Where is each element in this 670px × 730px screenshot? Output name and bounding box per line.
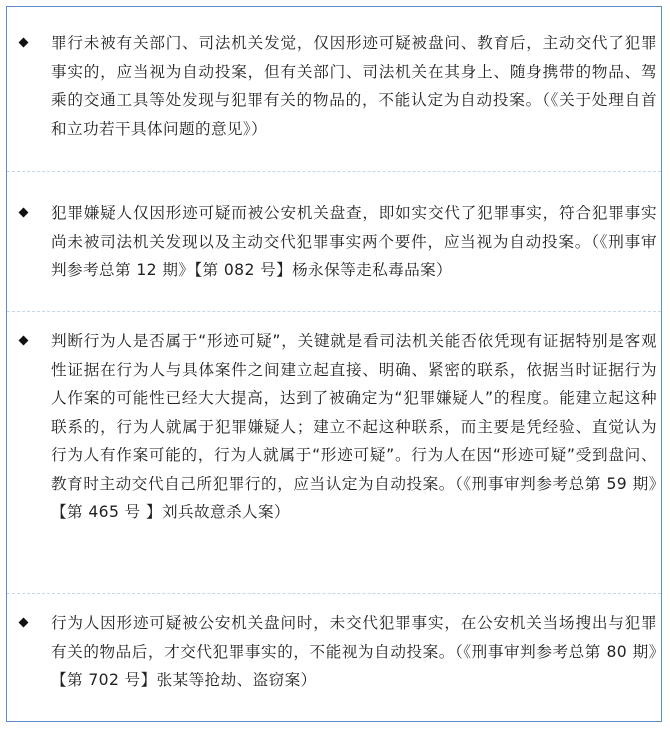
diamond-bullet-icon	[19, 618, 29, 628]
list-item-text: 判断行为人是否属于“形迹可疑”，关键就是看司法机关能否依凭现有证据特别是客观性证据在行为人与具体案件之间建立起直接、明确、紧密的联系，依据当时证据行为人作案的可能性已经大大提高，达到了被确定为“犯罪嫌疑人”的程度。能建立起这种联系的，行为人就属于犯罪嫌疑人；建立不起这种联系，而主要是凭经验、直觉认为行为人有作案可能的，行为人就属于“形迹可疑”。行为人在因“形迹可疑”受到盘问、教育时主动交代自己所犯罪行的，应当认定为自动投案。（《刑事审判参考总第 59 期》【第 465 号 】刘兵故意杀人案）	[51, 332, 657, 521]
divider	[7, 171, 661, 173]
divider	[7, 593, 661, 595]
divider	[7, 311, 661, 313]
list-item-text: 行为人因形迹可疑被公安机关盘问时，未交代犯罪事实，在公安机关当场搜出与犯罪有关的物品后，才交代犯罪事实的，不能视为自动投案。（《刑事审判参考总第 80 期》【第 702 号】张某等抢劫、盗窃案）	[51, 614, 657, 689]
content-frame	[6, 6, 662, 722]
list-item-text: 罪行未被有关部门、司法机关发觉，仅因形迹可疑被盘问、教育后，主动交代了犯罪事实的，应当视为自动投案，但有关部门、司法机关在其身上、随身携带的物品、驾乘的交通工具等处发现与犯罪有关的物品的，不能认定为自动投案。（《关于处理自首和立功若干具体问题的意见》）	[51, 34, 657, 138]
diamond-bullet-icon	[19, 336, 29, 346]
diamond-bullet-icon	[19, 38, 29, 48]
diamond-bullet-icon	[19, 208, 29, 218]
list-item-text: 犯罪嫌疑人仅因形迹可疑而被公安机关盘查，即如实交代了犯罪事实，符合犯罪事实尚未被司法机关发现以及主动交代犯罪事实两个要件，应当视为自动投案。（《刑事审判参考总第 12 期》【第 082 号】杨永保等走私毒品案）	[51, 204, 657, 279]
